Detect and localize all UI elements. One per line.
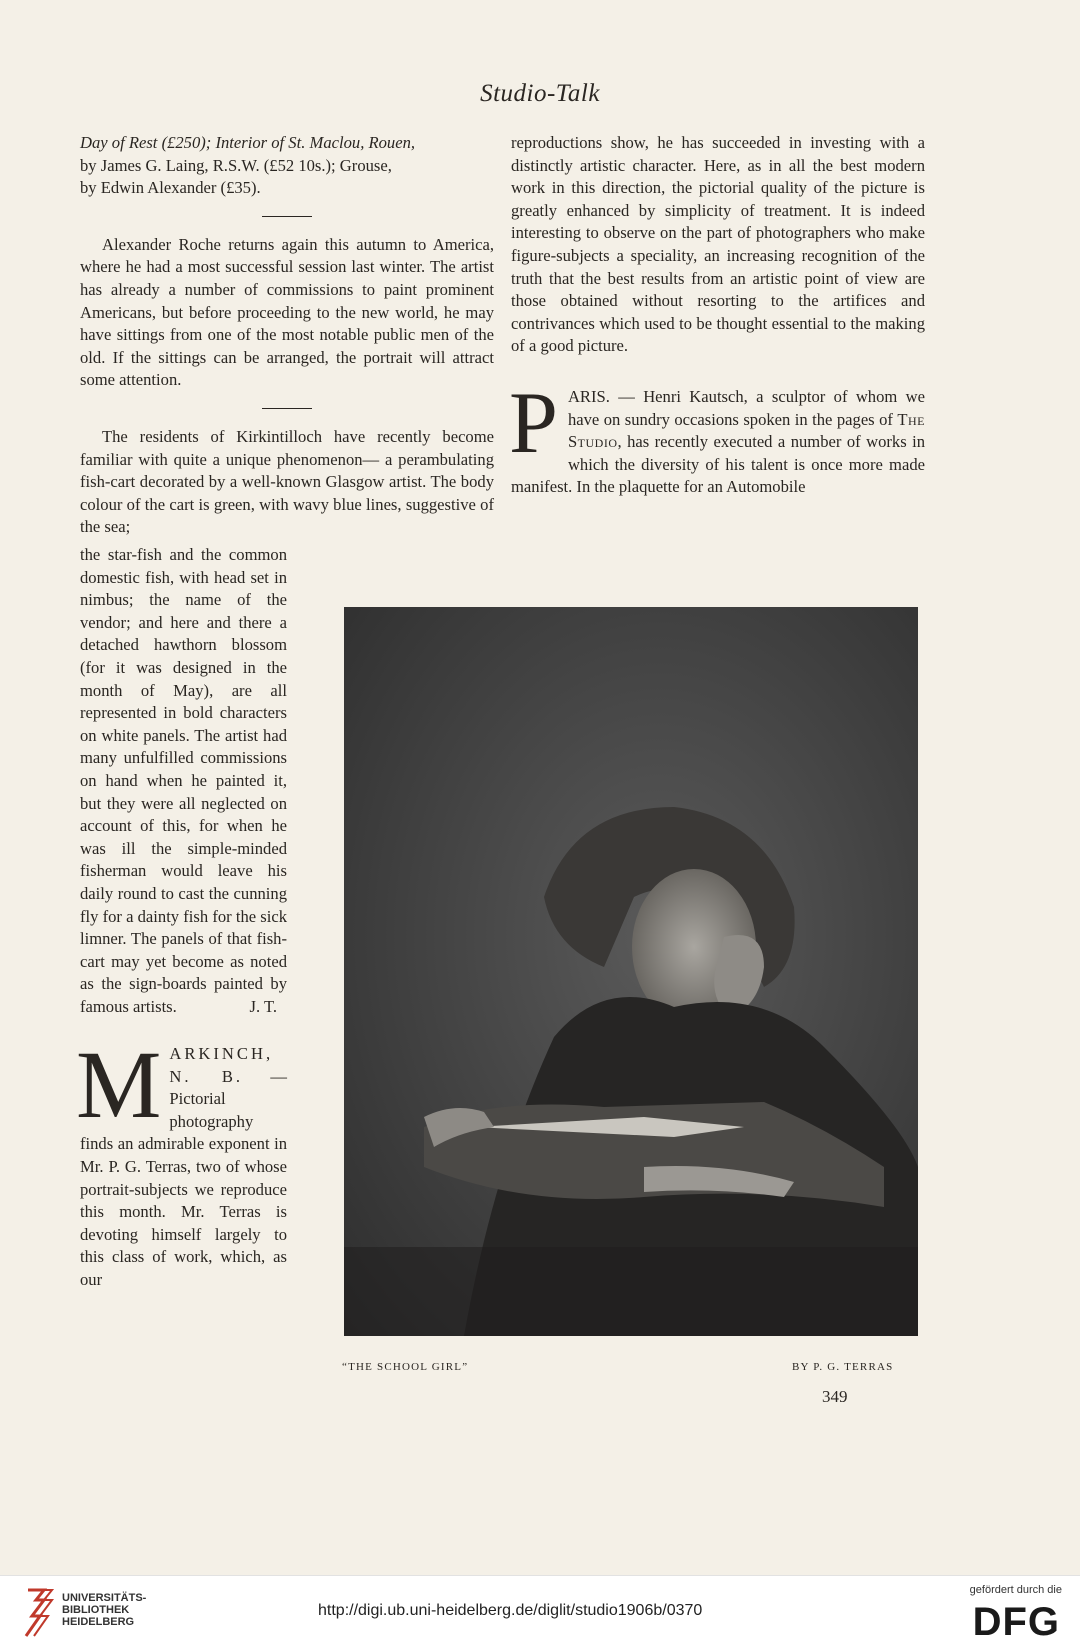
paris-heading: ARIS. — [567, 386, 610, 406]
paris-text-a: — Henri Kautsch, a sculptor of whom we have on sundry occasions spoken in the pages of — [567, 386, 925, 429]
drop-cap-p: P — [509, 374, 558, 472]
digitization-footer — [0, 1575, 1080, 1651]
the-studio-title: The Studio — [567, 409, 925, 452]
paris-paragraph — [509, 374, 925, 499]
signature: J. T. — [249, 997, 277, 1017]
prices-line-1: Day of Rest (£250); Interior of St. Maclou, Rouen, — [80, 133, 416, 152]
school-girl-photograph — [344, 607, 918, 1336]
photo-caption-title: “THE SCHOOL GIRL” — [342, 1361, 469, 1373]
drop-cap-m: M — [76, 1031, 162, 1139]
markinch-paragraph — [76, 1031, 287, 1292]
library-name — [62, 1592, 146, 1628]
markinch-text: — Pictorial photography finds an admirable exponent in Mr. P. G. Terras, two of whose portrait-subjects we reproduce this month. Mr. Terras is devoting himself largely to this class of work, which, as our — [80, 1066, 287, 1289]
prices-paragraph — [80, 132, 494, 200]
library-name-line-1: UNIVERSITÄTS- — [62, 1592, 147, 1604]
page-number: 349 — [822, 1387, 848, 1406]
kirkintilloch-paragraph: The residents of Kirkintilloch have recently become familiar with quite a unique phenomenon— a perambulating fish-cart decorated by a well-known Glasgow artist. The body colour of the cart is green, with wavy blue lines, suggestive of the sea; — [80, 426, 494, 537]
dfg-logo: DFG — [972, 1600, 1060, 1644]
section-rule — [262, 408, 312, 409]
permalink-url[interactable]: http://digi.ub.uni-heidelberg.de/diglit/studio1906b/0370 — [318, 1602, 703, 1619]
photo-illustration — [344, 607, 918, 1336]
photo-caption-credit: BY P. G. TERRAS — [792, 1361, 894, 1373]
fish-cart-paragraph: the star-fish and the common domestic fish, with head set in nimbus; the name of the vendor; and here and there a detached hawthorn blossom (for it was designed in the month of May), are all represented in bold characters on white panels. The artist had many unfulfilled commissions on hand when he painted it, but they were all neglected on account of this, for when he was ill the simple-minded fisherman would leave his daily round to cast the cunning fly for a dainty fish for the sick limner. The panels of that fish-cart may yet become as noted as the sign-boards painted by famous artists. — [80, 545, 287, 1016]
section-rule — [262, 216, 312, 217]
right-column — [511, 132, 925, 499]
roche-paragraph: Alexander Roche returns again this autumn to America, where he had a most successful session last winter. The artist has already a number of commissions to paint prominent Americans, but before proceeding to the new world, he may have sittings from one of the most notable public men of the old. If the sittings can be arranged, the portrait will attract some attention. — [80, 234, 494, 390]
library-name-line-2: BIBLIOTHEK — [62, 1604, 130, 1616]
terras-continued-paragraph: reproductions show, he has succeeded in investing with a distinctly artistic character. Here, as in all the best modern work in this direction, the pictorial quality of the picture is greatly enhanced by simplicity of treatment. It is indeed interesting to observe on the part of photographers who make figure-subjects a speciality, an increasing recognition of the truth that the best results from an artistic point of view are those obtained without resorting to the artifices and contrivances which used to be thought essential to the making of a good picture. — [511, 133, 925, 356]
left-column — [80, 132, 494, 539]
library-name-line-3: HEIDELBERG — [62, 1616, 135, 1628]
prices-line-3: by Edwin Alexander (£35). — [80, 178, 261, 198]
running-head: Studio-Talk — [480, 80, 600, 107]
funded-by-label: gefördert durch die — [969, 1584, 1062, 1596]
paris-text-b: , has recently executed a number of works in which the diversity of his talent is once more made manifest. In the plaquette for an Automobile — [511, 432, 925, 497]
university-library-logo-icon — [22, 1582, 62, 1642]
left-narrow-column — [76, 544, 287, 1292]
markinch-heading: ARKINCH, N. B. — [169, 1044, 274, 1086]
prices-line-2: by James G. Laing, R.S.W. (£52 10s.); Grouse, — [80, 155, 392, 175]
